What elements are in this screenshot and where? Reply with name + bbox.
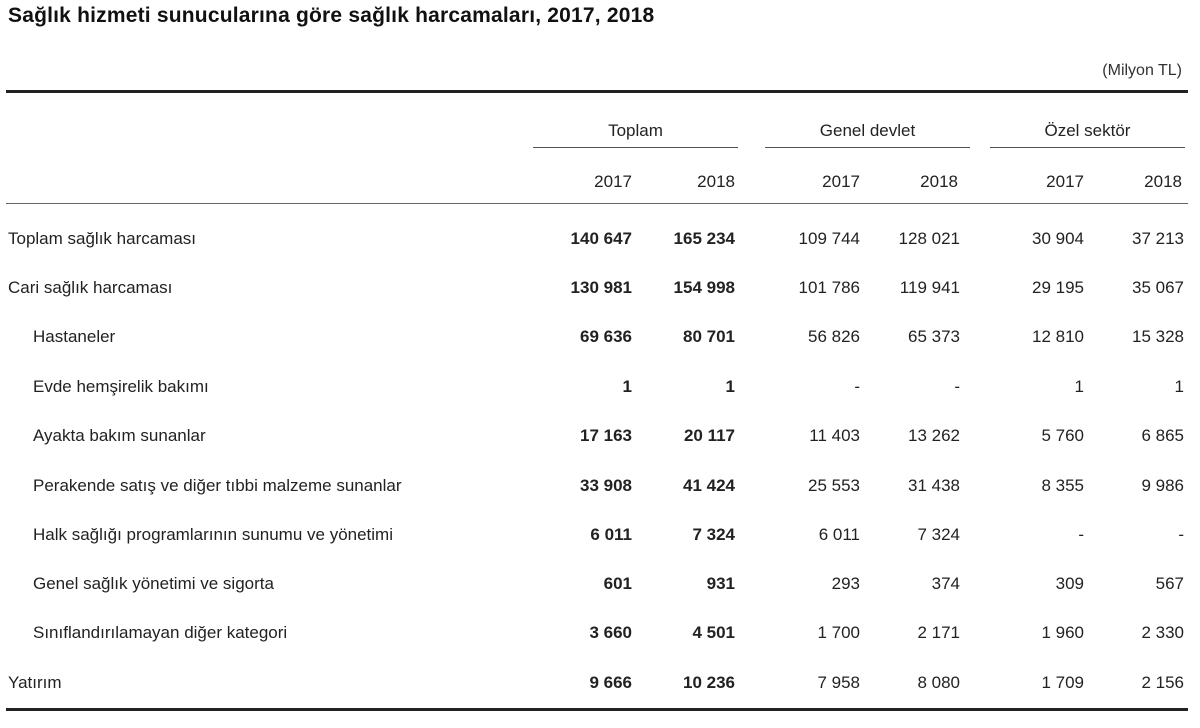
table-cell: 130 981 xyxy=(570,278,632,297)
group-header-genel-devlet: Genel devlet xyxy=(819,121,916,140)
table-cell: 11 403 xyxy=(809,426,860,445)
row-label: Evde hemşirelik bakımı xyxy=(33,377,209,396)
table-cell: 567 xyxy=(1155,574,1184,593)
table-cell: 20 117 xyxy=(683,426,735,445)
table-cell: 7 324 xyxy=(692,525,735,544)
table-cell: 33 908 xyxy=(580,476,632,495)
table-cell: 1 960 xyxy=(1041,623,1084,642)
group-header-toplam: Toplam xyxy=(608,121,663,140)
table-cell: 7 324 xyxy=(917,525,960,544)
table-cell: 15 328 xyxy=(1132,327,1184,346)
table-cell: 30 904 xyxy=(1032,229,1084,248)
table-cell: 165 234 xyxy=(673,229,735,248)
group-rule-toplam xyxy=(533,147,738,148)
table-cell: 25 553 xyxy=(808,476,860,495)
table-cell: 80 701 xyxy=(683,327,735,346)
table-cell: 1 709 xyxy=(1041,673,1084,692)
year-header: 2017 xyxy=(822,172,860,191)
table-cell: 9 986 xyxy=(1141,476,1184,495)
group-rule-genel-devlet xyxy=(765,147,970,148)
year-header: 2017 xyxy=(594,172,632,191)
table-cell: 2 330 xyxy=(1141,623,1184,642)
table-cell: 154 998 xyxy=(673,278,735,297)
table-cell: 2 156 xyxy=(1141,673,1184,692)
table-cell: 9 666 xyxy=(589,673,632,692)
table-cell: 293 xyxy=(831,574,860,593)
year-header: 2018 xyxy=(697,172,735,191)
table-cell: 5 760 xyxy=(1041,426,1084,445)
table-cell: 8 355 xyxy=(1041,476,1084,495)
table-cell: 1 xyxy=(1074,377,1084,396)
table-cell: - xyxy=(854,377,860,396)
table-cell: 31 438 xyxy=(908,476,960,495)
table-cell: 6 011 xyxy=(590,525,632,544)
header-rule xyxy=(6,203,1188,204)
table-cell: 128 021 xyxy=(898,229,960,248)
year-header: 2018 xyxy=(1144,172,1182,191)
group-rule-ozel-sektor xyxy=(990,147,1185,148)
row-label: Sınıflandırılamayan diğer kategori xyxy=(33,623,288,642)
year-header: 2017 xyxy=(1046,172,1084,191)
table-cell: 601 xyxy=(603,574,632,593)
table-cell: 29 195 xyxy=(1032,278,1084,297)
table-cell: 119 941 xyxy=(899,278,960,297)
table-cell: 12 810 xyxy=(1032,327,1084,346)
table-cell: 3 660 xyxy=(589,623,632,642)
bottom-rule xyxy=(6,708,1188,711)
page-title: Sağlık hizmeti sunucularına göre sağlık harcamaları, 2017, 2018 xyxy=(8,4,655,27)
table-cell: - xyxy=(954,377,960,396)
table-cell: 6 865 xyxy=(1141,426,1184,445)
table-cell: 7 958 xyxy=(817,673,860,692)
row-label: Yatırım xyxy=(8,673,62,692)
table-cell: 140 647 xyxy=(570,229,632,248)
table-cell: 37 213 xyxy=(1132,229,1184,248)
table-cell: 56 826 xyxy=(808,327,860,346)
table-cell: 2 171 xyxy=(917,623,960,642)
table-cell: 10 236 xyxy=(683,673,735,692)
table-cell: - xyxy=(1178,525,1184,544)
table-cell: 1 xyxy=(725,377,735,396)
table-cell: 1 xyxy=(1174,377,1184,396)
row-label: Genel sağlık yönetimi ve sigorta xyxy=(33,574,274,593)
table-cell: 35 067 xyxy=(1132,278,1184,297)
row-label: Perakende satış ve diğer tıbbi malzeme sunanlar xyxy=(33,476,402,495)
row-label: Cari sağlık harcaması xyxy=(8,278,173,297)
table-cell: 8 080 xyxy=(917,673,960,692)
row-label: Ayakta bakım sunanlar xyxy=(33,426,206,445)
row-label: Hastaneler xyxy=(33,327,116,346)
table-cell: 65 373 xyxy=(908,327,960,346)
group-header-ozel-sektor: Özel sektör xyxy=(1044,121,1131,140)
table-cell: 109 744 xyxy=(798,229,860,248)
table-cell: 69 636 xyxy=(580,327,632,346)
table-cell: - xyxy=(1078,525,1084,544)
table-cell: 13 262 xyxy=(908,426,960,445)
year-header: 2018 xyxy=(920,172,958,191)
table-cell: 1 xyxy=(622,377,632,396)
table-cell: 1 700 xyxy=(817,623,860,642)
table-cell: 41 424 xyxy=(683,476,735,495)
table-cell: 101 786 xyxy=(798,278,860,297)
top-rule xyxy=(6,90,1188,93)
table-cell: 374 xyxy=(931,574,960,593)
unit-label: (Milyon TL) xyxy=(1102,62,1182,79)
table-cell: 6 011 xyxy=(818,525,860,544)
table-cell: 309 xyxy=(1055,574,1084,593)
table-cell: 17 163 xyxy=(580,426,632,445)
table-cell: 4 501 xyxy=(692,623,735,642)
row-label: Toplam sağlık harcaması xyxy=(8,229,197,248)
table-cell: 931 xyxy=(706,574,735,593)
row-label: Halk sağlığı programlarının sunumu ve yönetimi xyxy=(33,525,393,544)
